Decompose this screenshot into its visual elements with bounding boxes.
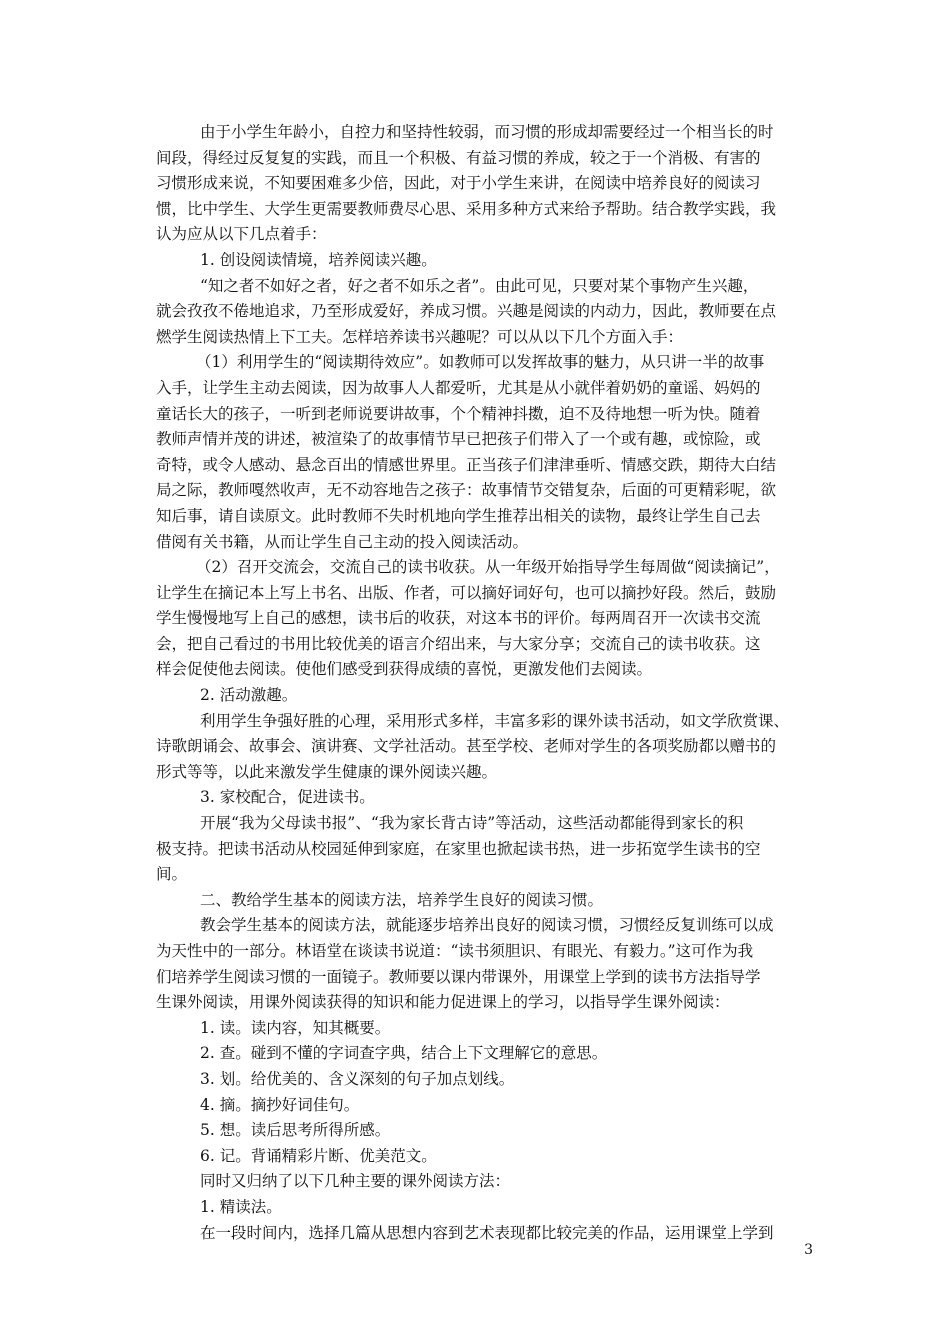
text-line: 3. 划。给优美的、含义深刻的句子加点划线。	[200, 1069, 515, 1088]
text-line: 由于小学生年龄小，自控力和坚持性较弱，而习惯的形成却需要经过一个相当长的时	[200, 123, 774, 141]
text-line: 就会孜孜不倦地追求，乃至形成爱好，养成习惯。兴趣是阅读的内动力，因此，教师要在点	[156, 302, 777, 321]
text-line: 为天性中的一部分。林语堂在谈读书说道：“读书须胆识、有眼光、有毅力。”这可作为我	[156, 942, 754, 960]
text-line: （2）召开交流会，交流自己的读书收获。从一年级开始指导学生每周做“阅读摘记”，	[196, 558, 780, 577]
text-line: 在一段时间内，选择几篇从思想内容到艺术表现都比较完美的作品，运用课堂上学到	[200, 1223, 774, 1242]
text-line: 开展“我为父母读书报”、“我为家长背古诗”等活动，这些活动都能得到家长的积	[200, 814, 744, 833]
text-line: 们培养学生阅读习惯的一面镜子。教师要以课内带课外，用课堂上学到的读书方法指导学	[156, 967, 761, 986]
text-line: 诗歌朗诵会、故事会、演讲赛、文学社活动。甚至学校、老师对学生的各项奖励都以赠书的	[156, 737, 777, 756]
text-line: 同时又归纳了以下几种主要的课外阅读方法：	[200, 1172, 511, 1191]
text-line: 2. 活动激趣。	[200, 686, 298, 705]
text-line: 样会促使他去阅读。使他们感受到获得成绩的喜悦，更激发他们去阅读。	[156, 660, 653, 679]
text-line: 燃学生阅读热情上下工夫。怎样培养读书兴趣呢？可以从以下几个方面入手：	[156, 327, 684, 346]
text-line: （1）利用学生的“阅读期待效应”。如教师可以发挥故事的魅力，从只讲一半的故事	[196, 353, 765, 372]
text-line: 知后事，请自读原文。此时教师不失时机地向学生推荐出相关的读物，最终让学生自己去	[156, 506, 761, 525]
text-line: 惯，比中学生、大学生更需要教师费尽心思、采用多种方式来给予帮助。结合教学实践，我	[156, 199, 777, 218]
text-line: 教师声情并茂的讲述，被渲染了的故事情节早已把孩子们带入了一个或有趣，或惊险，或	[156, 430, 761, 449]
text-line: 形式等等，以此来激发学生健康的课外阅读兴趣。	[156, 762, 498, 781]
text-line: 4. 摘。摘抄好词佳句。	[200, 1095, 360, 1114]
text-line: “知之者不如好之者，好之者不如乐之者”。由此可见，只要对某个事物产生兴趣，	[200, 276, 759, 295]
text-line: 习惯形成来说，不知要困难多少倍，因此，对于小学生来讲，在阅读中培养良好的阅读习	[156, 174, 761, 193]
text-line: 认为应从以下几点着手：	[156, 225, 327, 244]
text-line: 间段，得经过反复复的实践，而且一个积极、有益习惯的养成，较之于一个消极、有害的	[156, 148, 761, 167]
text-line: 利用学生争强好胜的心理，采用形式多样，丰富多彩的课外读书活动，如文学欣赏课、	[200, 711, 790, 730]
text-line: 1. 创设阅读情境，培养阅读兴趣。	[200, 250, 437, 269]
text-line: 局之际，教师嘎然收声，无不动容地告之孩子：故事情节交错复杂，后面的可更精彩呢，欲	[156, 481, 777, 500]
text-line: 1. 读。读内容，知其概要。	[200, 1018, 391, 1037]
text-line: 奇特，或令人感动、悬念百出的情感世界里。正当孩子们津津垂听、情感交跌，期待大白结	[156, 455, 777, 474]
text-line: 1. 精读法。	[200, 1197, 282, 1216]
text-line: 5. 想。读后思考所得所感。	[200, 1121, 391, 1140]
text-line: 6. 记。背诵精彩片断、优美范文。	[200, 1146, 437, 1165]
text-line: 2. 查。碰到不懂的字词查字典，结合上下文理解它的意思。	[200, 1044, 608, 1063]
text-line: 极支持。把读书活动从校园延伸到家庭，在家里也掀起读书热，进一步拓宽学生读书的空	[156, 839, 761, 858]
text-line: 会，把自己看过的书用比较优美的语言介绍出来，与大家分享；交流自己的读书收获。这	[156, 634, 761, 653]
text-line: 二、教给学生基本的阅读方法，培养学生良好的阅读习惯。	[200, 890, 604, 909]
text-line: 生课外阅读，用课外阅读获得的知识和能力促进课上的学习，以指导学生课外阅读：	[156, 993, 730, 1012]
document-body	[156, 120, 810, 1246]
page-number: 3	[804, 1242, 813, 1258]
text-line: 间。	[156, 865, 188, 884]
text-line: 借阅有关书籍，从而让学生自己主动的投入阅读活动。	[156, 532, 529, 551]
text-line: 学生慢慢地写上自己的感想，读书后的收获，对这本书的评价。每两周召开一次读书交流	[156, 609, 761, 628]
text-line: 3. 家校配合，促进读书。	[200, 788, 375, 807]
text-line: 童话长大的孩子，一听到老师说要讲故事，个个精神抖擞，迫不及待地想一听为快。随着	[156, 404, 761, 423]
text-line: 让学生在摘记本上写上书名、出版、作者，可以摘好词好句，也可以摘抄好段。然后，鼓励	[156, 583, 777, 602]
text-line: 入手，让学生主动去阅读，因为故事人人都爱听，尤其是从小就伴着奶奶的童谣、妈妈的	[156, 378, 761, 397]
text-line: 教会学生基本的阅读方法，就能逐步培养出良好的阅读习惯，习惯经反复训练可以成	[200, 916, 774, 935]
